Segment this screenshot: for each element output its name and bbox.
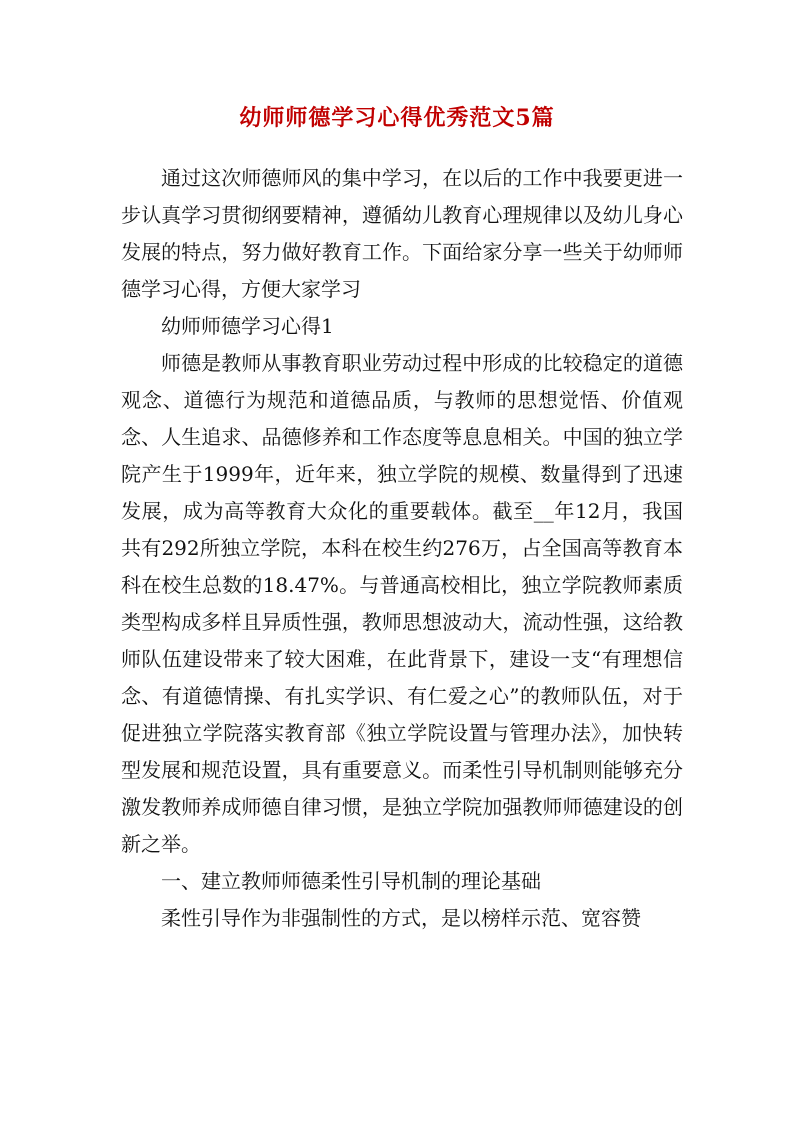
body-paragraph-continued: 柔性引导作为非强制性的方式，是以榜样示范、宽容赞 [161,906,641,930]
body-paragraph: 师德是教师从事教育职业劳动过程中形成的比较稳定的道德观念、道德行为规范和道德品质，与教师的思想觉悟、价值观念、人生追求、品德修养和工作态度等息息相关。中国的独立学院产生于1999年，近年来，独立学院的规模、数量得到了迅速发展，成为高等教育大众化的重要载体。截至__年12月，我国共有292所独立学院，本科在校生约276万，占全国高等教育本科在校生总数的18.47%。与普通高校相比，独立学院教师素质类型构成多样且异质性强，教师思想波动大，流动性强，这给教师队伍建设带来了较大困难，在此背景下，建设一支“有理想信念、有道德情操、有扎实学识、有仁爱之心”的教师队伍，对于促进独立学院落实教育部《独立学院设置与管理办法》，加快转型发展和规范设置，具有重要意义。而柔性引导机制则能够充分激发教师养成师德自律习惯，是独立学院加强教师师德建设的创新之举。 [121,351,683,856]
document-title: 幼师师德学习心得优秀范文5篇 [239,105,555,131]
section-heading: 幼师师德学习心得1 [161,314,334,338]
subheading: 一、建立教师师德柔性引导机制的理论基础 [161,869,541,893]
intro-paragraph: 通过这次师德师风的集中学习，在以后的工作中我要更进一步认真学习贯彻纲要精神，遵循幼儿教育心理规律以及幼儿身心发展的特点，努力做好教育工作。下面给家分享一些关于幼师师德学习心得，方便大家学习 [121,166,683,301]
document-body [121,160,683,937]
